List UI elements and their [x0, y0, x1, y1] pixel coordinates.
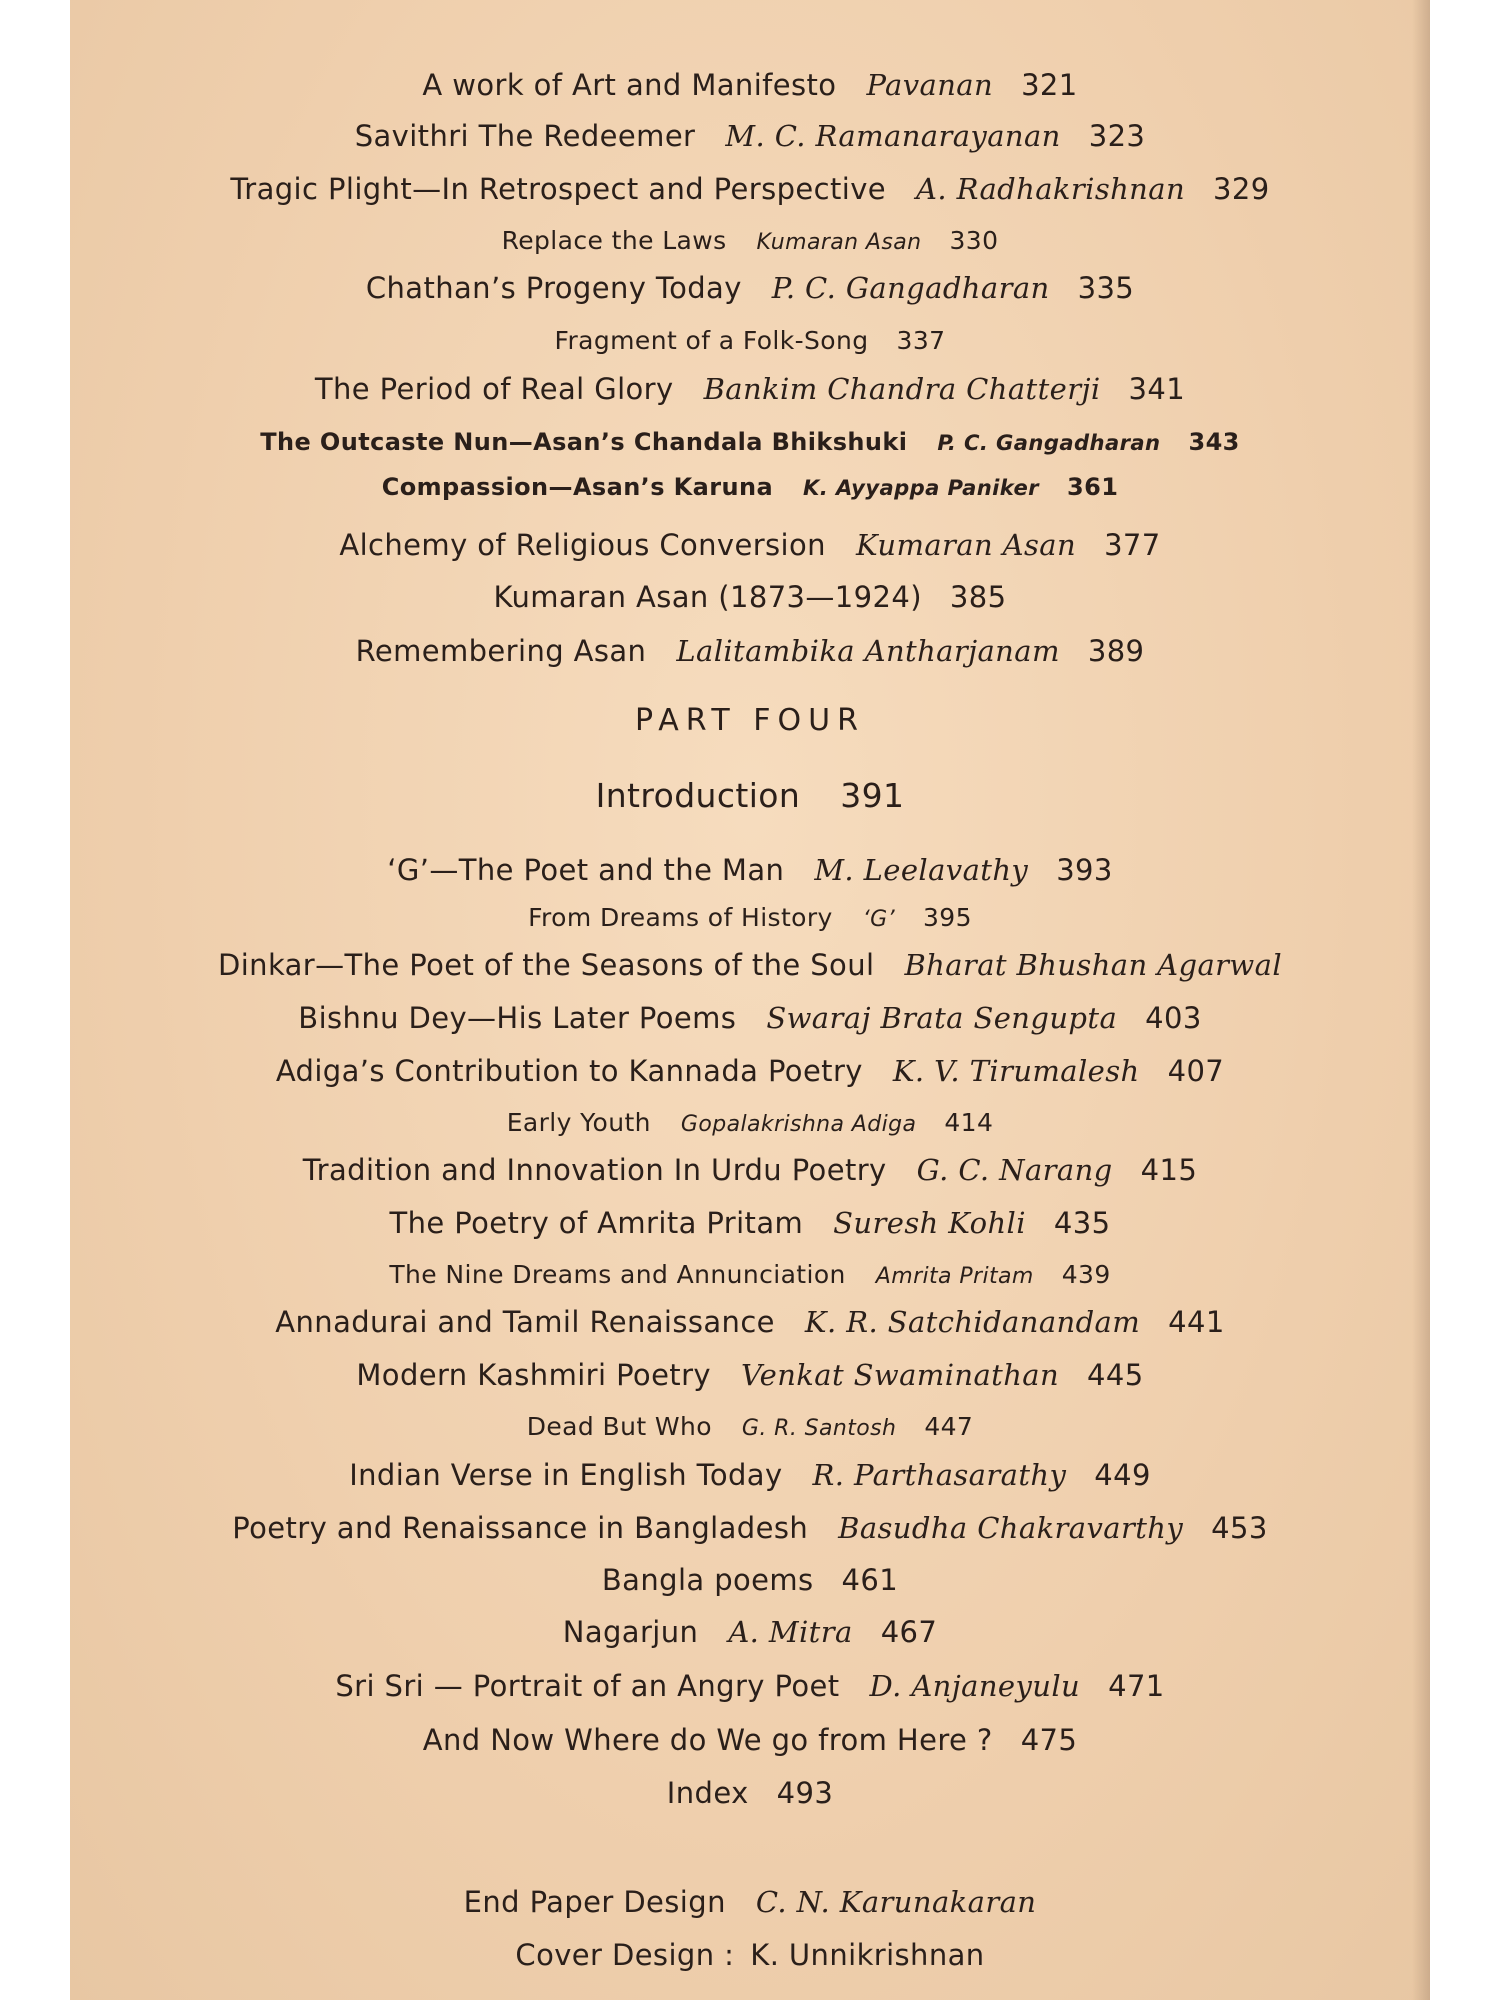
entry-title: Modern Kashmiri Poetry — [356, 1358, 711, 1392]
entry-title: Annadurai and Tamil Renaissance — [275, 1305, 775, 1339]
entry-author: P. C. Gangadharan — [771, 271, 1050, 305]
toc-poem — [70, 1260, 1430, 1289]
entry-title: Sri Sri — Portrait of an Angry Poet — [335, 1669, 840, 1703]
credit-label: Cover Design : — [515, 1938, 735, 1972]
toc-entry — [70, 1001, 1430, 1035]
entry-title: Tradition and Innovation In Urdu Poetry — [302, 1153, 887, 1187]
entry-author: D. Anjaneyulu — [869, 1669, 1081, 1703]
entry-author: Bharat Bhushan Agarwal — [904, 948, 1283, 982]
entry-page: 361 — [1067, 473, 1119, 501]
entry-page: 439 — [1061, 1260, 1111, 1289]
toc-entry — [70, 1054, 1430, 1088]
toc-entry — [70, 428, 1430, 456]
toc-poem — [70, 226, 1430, 255]
entry-author: G. C. Narang — [916, 1153, 1113, 1187]
book-page — [70, 0, 1430, 2000]
entry-author: P. C. Gangadharan — [937, 430, 1161, 455]
entry-author: M. Leelavathy — [814, 853, 1029, 887]
entry-author: Pavanan — [866, 68, 994, 102]
entry-author: Kumaran Asan — [756, 230, 922, 255]
entry-title: A work of Art and Manifesto — [422, 68, 837, 102]
entry-page: 453 — [1211, 1511, 1268, 1545]
toc-entry — [70, 1615, 1430, 1649]
entry-author: Bankim Chandra Chatterji — [703, 372, 1101, 406]
entry-page: 385 — [949, 580, 1007, 614]
credit-name: K. Unnikrishnan — [750, 1938, 985, 1972]
toc-entry — [70, 271, 1430, 305]
entry-author: A. Mitra — [728, 1615, 853, 1649]
entry-author: Basudha Chakravarthy — [838, 1511, 1184, 1545]
toc-entry — [70, 172, 1430, 206]
entry-author: Kumaran Asan — [855, 528, 1077, 562]
toc-entry — [70, 528, 1430, 562]
entry-title: Remembering Asan — [355, 634, 647, 668]
entry-title: Poetry and Renaissance in Bangladesh — [232, 1511, 809, 1545]
entry-title: Compassion—Asan’s Karuna — [381, 473, 774, 501]
toc-entry — [70, 1776, 1430, 1810]
entry-author: K. V. Tirumalesh — [892, 1054, 1140, 1088]
toc-poem — [70, 1412, 1430, 1441]
entry-page: 337 — [896, 326, 946, 355]
entry-title: The Nine Dreams and Annunciation — [389, 1260, 846, 1289]
entry-title: The Outcaste Nun—Asan’s Chandala Bhikshuki — [260, 428, 908, 456]
toc-poem — [70, 903, 1430, 932]
entry-author: Gopalakrishna Adiga — [680, 1112, 917, 1137]
toc-poem — [70, 1108, 1430, 1137]
entry-title: Nagarjun — [562, 1615, 699, 1649]
toc-entry — [70, 1305, 1430, 1339]
entry-author: ‘G’ — [862, 907, 895, 932]
toc-entry — [70, 948, 1430, 982]
entry-title: Bangla poems — [601, 1563, 814, 1597]
entry-title: Alchemy of Religious Conversion — [339, 528, 826, 562]
credit-name: C. N. Karunakaran — [755, 1885, 1037, 1919]
entry-title: ‘G’—The Poet and the Man — [387, 853, 785, 887]
credit-line — [70, 1938, 1430, 1972]
entry-page: 445 — [1087, 1358, 1144, 1392]
entry-title: Dinkar—The Poet of the Seasons of the Soul — [217, 948, 875, 982]
entry-title: Tragic Plight—In Retrospect and Perspective — [230, 172, 887, 206]
entry-title: Replace the Laws — [501, 226, 727, 255]
toc-entry — [70, 1358, 1430, 1392]
entry-page: 335 — [1077, 271, 1135, 305]
entry-author: Swaraj Brata Sengupta — [766, 1001, 1118, 1035]
credit-line — [70, 1885, 1430, 1919]
entry-page: 449 — [1094, 1458, 1151, 1492]
entry-author: Amrita Pritam — [875, 1264, 1034, 1289]
entry-author: A. Radhakrishnan — [916, 172, 1186, 206]
entry-title: Bishnu Dey—His Later Poems — [298, 1001, 737, 1035]
entry-page: 323 — [1088, 119, 1146, 153]
entry-title: The Period of Real Glory — [314, 372, 674, 406]
toc-entry — [70, 580, 1430, 614]
toc-entry — [70, 634, 1430, 668]
entry-page: 415 — [1140, 1153, 1198, 1187]
toc-entry — [70, 1669, 1430, 1703]
toc-entry — [70, 119, 1430, 153]
entry-author: K. Ayyappa Paniker — [803, 475, 1039, 500]
entry-page: 403 — [1145, 1001, 1202, 1035]
entry-page: 435 — [1053, 1206, 1111, 1240]
entry-page: 461 — [841, 1563, 899, 1597]
entry-page: 343 — [1188, 428, 1240, 456]
toc-entry — [70, 1723, 1430, 1757]
entry-page: 441 — [1168, 1305, 1225, 1339]
toc-entry — [70, 1563, 1430, 1597]
entry-author: K. R. Satchidanandam — [804, 1305, 1141, 1339]
credit-label: End Paper Design — [463, 1885, 726, 1919]
entry-author: R. Parthasarathy — [812, 1458, 1067, 1492]
entry-page: 467 — [880, 1615, 938, 1649]
entry-page: 377 — [1104, 528, 1161, 562]
toc-introduction — [70, 776, 1430, 815]
entry-title: The Poetry of Amrita Pritam — [389, 1206, 804, 1240]
entry-title: Adiga’s Contribution to Kannada Poetry — [275, 1054, 863, 1088]
toc-entry — [70, 473, 1430, 501]
entry-page: 414 — [944, 1108, 994, 1137]
entry-author: Venkat Swaminathan — [740, 1358, 1060, 1392]
toc-entry — [70, 1206, 1430, 1240]
toc-entry — [70, 1511, 1430, 1545]
entry-author: G. R. Santosh — [741, 1416, 897, 1441]
entry-title: Early Youth — [506, 1108, 651, 1137]
entry-title: Introduction — [595, 776, 801, 815]
entry-title: Chathan’s Progeny Today — [365, 271, 742, 305]
part-heading: PART FOUR — [635, 703, 865, 738]
entry-page: 447 — [924, 1412, 974, 1441]
toc-entry — [70, 1153, 1430, 1187]
entry-title: Indian Verse in English Today — [349, 1458, 783, 1492]
toc-entry — [70, 1458, 1430, 1492]
toc-entry — [70, 853, 1430, 887]
entry-page: 475 — [1020, 1723, 1078, 1757]
entry-page: 395 — [923, 903, 972, 932]
toc-poem — [70, 326, 1430, 355]
entry-author: Lalitambika Antharjanam — [676, 634, 1060, 668]
entry-page: 393 — [1056, 853, 1113, 887]
entry-page: 493 — [776, 1776, 834, 1810]
entry-author: Suresh Kohli — [833, 1206, 1026, 1240]
entry-page: 321 — [1021, 68, 1078, 102]
entry-title: From Dreams of History — [528, 903, 833, 932]
entry-page: 391 — [840, 776, 905, 815]
entry-title: Kumaran Asan (1873—1924) — [493, 580, 922, 614]
entry-page: 329 — [1213, 172, 1270, 206]
entry-title: And Now Where do We go from Here ? — [422, 1723, 993, 1757]
entry-title: Index — [666, 1776, 749, 1810]
toc-entry — [70, 68, 1430, 102]
entry-page: 341 — [1128, 372, 1186, 406]
entry-page: 407 — [1167, 1054, 1225, 1088]
entry-page: 471 — [1108, 1669, 1165, 1703]
entry-page: 389 — [1087, 634, 1145, 668]
entry-title: Fragment of a Folk-Song — [554, 326, 869, 355]
entry-page: 330 — [949, 226, 999, 255]
entry-author: M. C. Ramanarayanan — [725, 119, 1061, 153]
entry-title: Savithri The Redeemer — [354, 119, 696, 153]
toc-entry — [70, 372, 1430, 406]
entry-title: Dead But Who — [526, 1412, 712, 1441]
